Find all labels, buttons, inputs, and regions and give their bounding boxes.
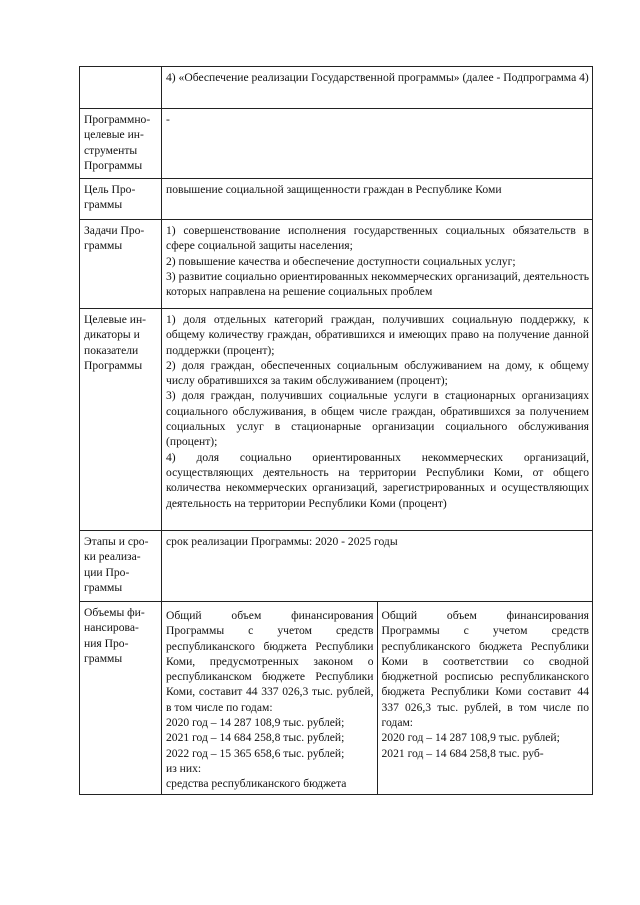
value-goal [162, 179, 593, 220]
label-tasks [80, 220, 162, 309]
financing-right-lead: Общий объем финансирования Программы с учетом средств республиканского бюджета Республики Коми в соответствии со сводной бюджетной росписью республиканского бюджета Республики Коми составит 44 337 026,3 тыс. рублей, в том числе по годам: [381, 609, 589, 730]
financing-split [162, 602, 592, 794]
financing-left-2020: 2020 год – 14 287 108,9 тыс. рублей; [166, 716, 345, 730]
value-instruments [162, 109, 593, 179]
financing-left-of-them: из них: [166, 761, 202, 775]
financing-right-column [377, 602, 593, 794]
indicator-item: 4) доля социально ориентированных некоммерческих организаций, осуществляющих деятельность на территории Республики Коми, от общего количества некоммерческих организаций, зарегистрированных и осуществляющих деятельность на территории Республики Коми (процент) [166, 450, 589, 510]
value-stages [162, 531, 593, 602]
row-tasks [80, 220, 593, 309]
row-indicators [80, 309, 593, 531]
label-goal [80, 179, 162, 220]
label-stages [80, 531, 162, 602]
row-financing [80, 602, 593, 795]
label-text: Целевые ин- дикаторы и показатели Программы [84, 313, 147, 372]
subprogram-4-text: 4) «Обеспечение реализации Государственной программы» (далее - Подпрограмма 4) [166, 71, 589, 84]
financing-left-2021: 2021 год – 14 684 258,8 тыс. рублей; [166, 731, 345, 745]
financing-right-2021: 2021 год – 14 684 258,8 тыс. руб- [381, 746, 544, 760]
stages-text: срок реализации Программы: 2020 - 2025 годы [166, 535, 398, 548]
label-text: Задачи Про- граммы [84, 224, 145, 253]
value-intro [162, 67, 593, 109]
row-intro [80, 67, 593, 109]
label-intro [80, 67, 162, 109]
passport-table [79, 66, 593, 795]
financing-left-tail: средства республиканского бюджета [166, 777, 347, 791]
row-goal [80, 179, 593, 220]
label-financing [80, 602, 162, 795]
label-text: Этапы и сро- ки реализа- ции Про- граммы [84, 535, 149, 594]
label-text: Объемы фи- нансирова- ния Про- граммы [84, 606, 145, 665]
financing-right-2020: 2020 год – 14 287 108,9 тыс. рублей; [381, 731, 560, 745]
label-text: Программно- целевые ин- струменты Программы [84, 113, 151, 172]
financing-left-2022: 2022 год – 15 365 658,6 тыс. рублей; [166, 746, 345, 760]
indicator-item: 1) доля отдельных категорий граждан, получивших социальную поддержку, к общему количеству граждан, обратившихся и имеющих право на получение данной поддержки (процент); [166, 313, 589, 357]
row-instruments [80, 109, 593, 179]
label-instruments [80, 109, 162, 179]
task-item: 1) совершенствование исполнения государственных социальных обязательств в сфере социальной защиты населения; [166, 224, 589, 253]
indicator-item: 3) доля граждан, получивших социальные услуги в стационарных организациях социального обслуживания, в общем числе граждан, обратившихся за получением социальных услуг в стационарные организации социального обслуживания (процент); [166, 389, 589, 449]
task-item: 3) развитие социально ориентированных некоммерческих организаций, деятельность которых направлена на решение социальных проблем [166, 269, 589, 299]
financing-left-lead: Общий объем финансирования Программы с учетом средств республиканского бюджета Республики Коми, предусмотренных законом о республиканском бюджете Республики Коми, составит 44 337 026,3 тыс. рублей, в том числе по годам: [166, 609, 374, 714]
value-financing [162, 602, 593, 795]
task-item: 2) повышение качества и обеспечение доступности социальных услуг; [166, 254, 516, 268]
financing-left-column [162, 602, 377, 794]
row-stages [80, 531, 593, 602]
instruments-text: - [166, 113, 170, 126]
label-indicators [80, 309, 162, 531]
goal-text: повышение социальной защищенности граждан в Республике Коми [166, 183, 502, 196]
label-text: Цель Про- граммы [84, 183, 136, 212]
value-indicators [162, 309, 593, 531]
value-tasks [162, 220, 593, 309]
indicator-item: 2) доля граждан, обеспеченных социальным обслуживанием на дому, к общему числу обратившихся за таким обслуживанием (процент); [166, 358, 589, 388]
